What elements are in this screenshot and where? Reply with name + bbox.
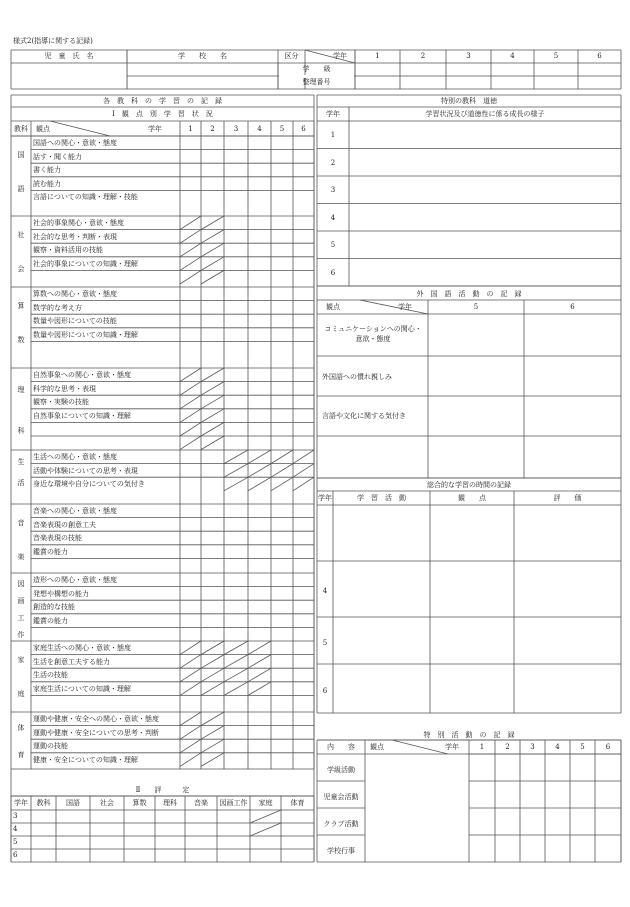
hatch-slash: [201, 712, 224, 726]
subject-name-2-1: 数: [17, 336, 25, 344]
special-item-1: 児童会活動: [323, 792, 359, 801]
hatch-slash: [248, 668, 271, 682]
hatch-slash: [248, 682, 271, 696]
hyotei-header-7: 図画工作: [219, 799, 248, 807]
foreign-col-kanten: 観点: [326, 303, 340, 311]
hyotei-header-0: 学年: [14, 799, 28, 807]
item-6-2: 創造的な技能: [33, 603, 75, 612]
hatch-slash: [201, 382, 224, 396]
col-gakunen: 学年: [148, 125, 162, 133]
item-5-2: 音楽表現の技能: [33, 534, 82, 543]
item-1-1: 社会的な思考・判断・表現: [33, 232, 117, 241]
hyotei-title: Ⅱ 評 定: [135, 786, 190, 794]
left-year-1: 1: [188, 125, 193, 133]
hatch-slash: [224, 641, 248, 655]
header-year-5: 5: [553, 52, 559, 60]
hatch-slash: [180, 270, 201, 284]
item-8-0: 運動や健康・安全への関心・意欲・態度: [33, 715, 159, 723]
left-year-3: 3: [233, 125, 239, 133]
foreign-item-1: 外国語への慣れ親しみ: [322, 373, 392, 381]
header-year-1: 1: [375, 52, 380, 60]
item-1-2: 観察・資料活用の技能: [33, 246, 103, 255]
moral-title: 特別の教科 道徳: [441, 97, 497, 105]
integrated-year-5: 5: [322, 638, 328, 647]
item-7-3: 家庭生活についての知識・理解: [33, 684, 131, 693]
item-4-1: 活動や体験についての思考・表現: [33, 466, 138, 475]
hatch-slash: [201, 230, 224, 244]
hatch-slash: [180, 395, 201, 409]
hatch-slash: [224, 477, 248, 491]
subject-name-3-1: 科: [17, 427, 25, 436]
item-6-1: 発想や構想の能力: [33, 589, 89, 598]
hatch-slash: [201, 257, 224, 271]
rule: [50, 121, 110, 136]
hatch-slash: [180, 409, 201, 423]
special-year-6: 6: [605, 743, 611, 751]
subject-name-4-0: 生: [17, 458, 25, 467]
item-3-3: 自然事象についての知識・理解: [33, 411, 131, 420]
special-year-5: 5: [580, 743, 585, 751]
rule: [392, 740, 448, 754]
item-2-2: 数量や図形についての技能: [33, 317, 117, 326]
document-title: 様式2(指導に関する記録): [13, 37, 93, 45]
hyotei-hatch: [250, 810, 281, 823]
subject-name-7-1: 庭: [17, 690, 25, 698]
hatch-slash: [201, 726, 224, 740]
header-year-2: 2: [420, 52, 426, 60]
integrated-title: 総合的な学習の時間の記録: [427, 481, 511, 489]
special-year-4: 4: [555, 743, 560, 751]
item-5-3: 鑑賞の能力: [33, 547, 68, 556]
class-label: 学 級: [302, 65, 331, 73]
section-title-kyoka: 各 教 科 の 学 習 の 記 録: [103, 97, 222, 105]
subject-name-1-1: 会: [17, 265, 25, 273]
hatch-slash: [180, 368, 201, 382]
hatch-slash: [224, 682, 248, 696]
item-5-0: 音楽への関心・意欲・態度: [33, 507, 117, 515]
item-8-2: 運動の技能: [33, 742, 68, 751]
hatch-slash: [201, 216, 224, 230]
hyotei-header-6: 音楽: [194, 799, 208, 807]
hatch-slash: [201, 243, 224, 257]
moral-year-4: 4: [330, 213, 336, 222]
special-col-kanten: 観点: [370, 743, 384, 751]
hyotei-hatch: [250, 823, 281, 836]
hatch-slash: [224, 450, 248, 464]
item-7-2: 生活の技能: [33, 671, 68, 680]
subject-name-6-0: 図: [17, 579, 25, 588]
subject-name-6-3: 作: [17, 630, 25, 639]
item-2-3: 数量や図形についての知識・理解: [33, 330, 138, 339]
integrated-col-activity: 学 習 活 動: [357, 494, 406, 502]
hatch-slash: [180, 726, 201, 740]
integrated-col-kanten: 観 点: [458, 494, 486, 502]
integrated-year-6: 6: [322, 686, 328, 695]
hyotei-year-4: 4: [13, 825, 18, 833]
hatch-slash: [180, 641, 201, 655]
subject-name-1-0: 社: [17, 231, 25, 239]
hatch-slash: [180, 668, 201, 682]
foreign-col-year: 学年: [398, 303, 412, 311]
hatch-slash: [201, 270, 224, 284]
hatch-slash: [201, 682, 224, 696]
hatch-slash: [180, 739, 201, 753]
hatch-slash: [201, 641, 224, 655]
subject-name-8-1: 育: [17, 750, 25, 759]
hatch-slash: [180, 216, 201, 230]
moral-year-5: 5: [330, 241, 336, 249]
item-4-2: 身近な環境や自分についての気付き: [33, 480, 145, 489]
item-0-2: 書く能力: [33, 166, 61, 175]
col-kyoka: 教科: [14, 125, 28, 133]
item-6-3: 鑑賞の能力: [33, 616, 68, 625]
subject-name-4-1: 活: [17, 478, 25, 487]
special-year-3: 3: [530, 743, 535, 751]
seiri-label: 整理番号: [302, 78, 331, 86]
special-col-naiyo: 内 容: [327, 743, 355, 751]
item-0-3: 読む能力: [33, 179, 61, 188]
hatch-slash: [201, 739, 224, 753]
hatch-slash: [180, 230, 201, 244]
hatch-slash: [201, 422, 224, 436]
hatch-slash: [201, 655, 224, 669]
subject-name-2-0: 算: [17, 302, 25, 310]
special-item-0: 学級活動: [327, 765, 355, 774]
hyotei-year-3: 3: [13, 812, 18, 820]
hatch-slash: [201, 753, 224, 767]
item-4-0: 生活への関心・意欲・態度: [33, 453, 117, 461]
special-title: 特 別 活 動 の 記 録: [423, 731, 515, 739]
hatch-slash: [180, 436, 201, 450]
moral-year-1: 1: [330, 131, 336, 139]
foreign-item-2: 言語や文化に関する気付き: [322, 412, 406, 420]
subject-name-6-2: 工: [17, 613, 25, 622]
hatch-slash: [180, 243, 201, 257]
foreign-year-6: 6: [570, 303, 575, 311]
item-8-1: 運動や健康・安全についての思考・判断: [33, 728, 159, 737]
subject-name-3-0: 理: [17, 386, 25, 395]
hyotei-header-8: 家庭: [258, 799, 273, 807]
subject-name-0-1: 語: [17, 185, 25, 193]
subject-name-5-0: 音: [17, 519, 25, 527]
hatch-slash: [224, 668, 248, 682]
left-year-2: 2: [210, 125, 215, 133]
foreign-item-0: コミュニケーションへの関心・意欲・態度: [324, 325, 422, 343]
col-kanten: 観点: [36, 125, 50, 133]
header-year-6: 6: [597, 52, 602, 60]
header-year-3: 3: [466, 52, 471, 60]
item-0-4: 言語についての知識・理解・技能: [33, 193, 138, 202]
hatch-slash: [248, 450, 271, 464]
hyotei-header-3: 社会: [100, 799, 114, 807]
hatch-slash: [180, 712, 201, 726]
integrated-col-year: 学年: [318, 494, 332, 502]
hatch-slash: [180, 382, 201, 396]
left-year-4: 4: [257, 125, 262, 133]
hatch-slash: [271, 450, 293, 464]
hatch-slash: [248, 655, 271, 669]
header-year-4: 4: [510, 52, 515, 60]
item-0-0: 国語への関心・意欲・態度: [33, 139, 117, 147]
hyotei-header-2: 国語: [66, 799, 80, 807]
special-item-2: クラブ活動: [323, 819, 359, 828]
hatch-slash: [293, 450, 314, 464]
hatch-slash: [271, 477, 293, 491]
item-7-0: 家庭生活への関心・意欲・態度: [33, 644, 131, 652]
moral-year-3: 3: [330, 186, 336, 194]
header-grade-label: 学年: [333, 52, 347, 60]
hatch-slash: [180, 655, 201, 669]
integrated-col-eval: 評 価: [553, 494, 582, 502]
hatch-slash: [201, 436, 224, 450]
hatch-slash: [180, 753, 201, 767]
hyotei-year-6: 6: [13, 851, 18, 859]
left-year-6: 6: [301, 125, 306, 133]
item-1-0: 社会的事象関心・意欲・態度: [33, 219, 124, 227]
school-name-label: 学 校 名: [178, 52, 227, 60]
item-5-1: 音楽表現の創意工夫: [33, 520, 96, 529]
hyotei-header-1: 教科: [36, 799, 51, 807]
hyotei-year-5: 5: [13, 838, 18, 846]
hatch-slash: [201, 395, 224, 409]
hatch-slash: [293, 477, 314, 491]
hatch-slash: [224, 655, 248, 669]
hatch-slash: [201, 668, 224, 682]
item-3-1: 科学的な思考・表現: [33, 384, 96, 393]
hyotei-header-9: 体育: [290, 799, 305, 807]
foreign-year-5: 5: [473, 303, 479, 311]
hatch-slash: [180, 257, 201, 271]
hatch-slash: [180, 682, 201, 696]
sub-title-kanten: Ⅰ 観 点 別 学 習 状 況: [112, 110, 213, 118]
hatch-slash: [248, 477, 271, 491]
subject-name-6-1: 画: [17, 596, 25, 605]
integrated-year-4: 4: [322, 587, 328, 595]
hatch-slash: [271, 464, 293, 478]
special-item-3: 学校行事: [327, 846, 355, 855]
subject-name-7-0: 家: [17, 656, 25, 664]
kubun-label: 区分: [284, 52, 299, 60]
item-0-1: 話す・聞く能力: [33, 152, 82, 161]
special-year-2: 2: [505, 743, 510, 751]
rule: [360, 300, 428, 314]
special-year-1: 1: [479, 743, 485, 751]
special-col-year: 学年: [445, 743, 459, 751]
item-6-0: 造形への関心・意欲・態度: [33, 576, 117, 584]
hyotei-header-5: 理科: [163, 799, 177, 807]
foreign-title: 外 国 語 活 動 の 記 録: [416, 290, 522, 298]
hatch-slash: [224, 464, 248, 478]
left-year-5: 5: [279, 125, 285, 133]
item-2-1: 数学的な考え方: [33, 303, 82, 312]
hatch-slash: [248, 464, 271, 478]
hatch-slash: [180, 422, 201, 436]
moral-col-desc: 学習状況及び道徳性に係る成長の様子: [425, 110, 545, 118]
moral-col-year: 学年: [326, 110, 340, 118]
item-7-1: 生活を創意工夫する能力: [33, 657, 110, 666]
subject-name-0-0: 国: [17, 151, 25, 159]
hatch-slash: [201, 368, 224, 382]
item-3-0: 自然事象への関心・意欲・態度: [33, 371, 131, 379]
hatch-slash: [248, 641, 271, 655]
item-3-2: 観察・実験の技能: [33, 398, 89, 407]
moral-year-6: 6: [330, 268, 336, 277]
item-1-3: 社会的事象についての知識・理解: [33, 259, 138, 268]
item-8-3: 健康・安全についての知識・理解: [33, 755, 138, 764]
subject-name-8-0: 体: [17, 723, 25, 732]
moral-year-2: 2: [330, 158, 336, 167]
hatch-slash: [293, 464, 314, 478]
hyotei-header-4: 算数: [132, 799, 147, 807]
item-2-0: 算数への関心・意欲・態度: [33, 290, 117, 298]
hatch-slash: [201, 409, 224, 423]
child-name-label: 児 童 氏 名: [44, 52, 94, 60]
subject-name-5-1: 楽: [17, 553, 25, 561]
